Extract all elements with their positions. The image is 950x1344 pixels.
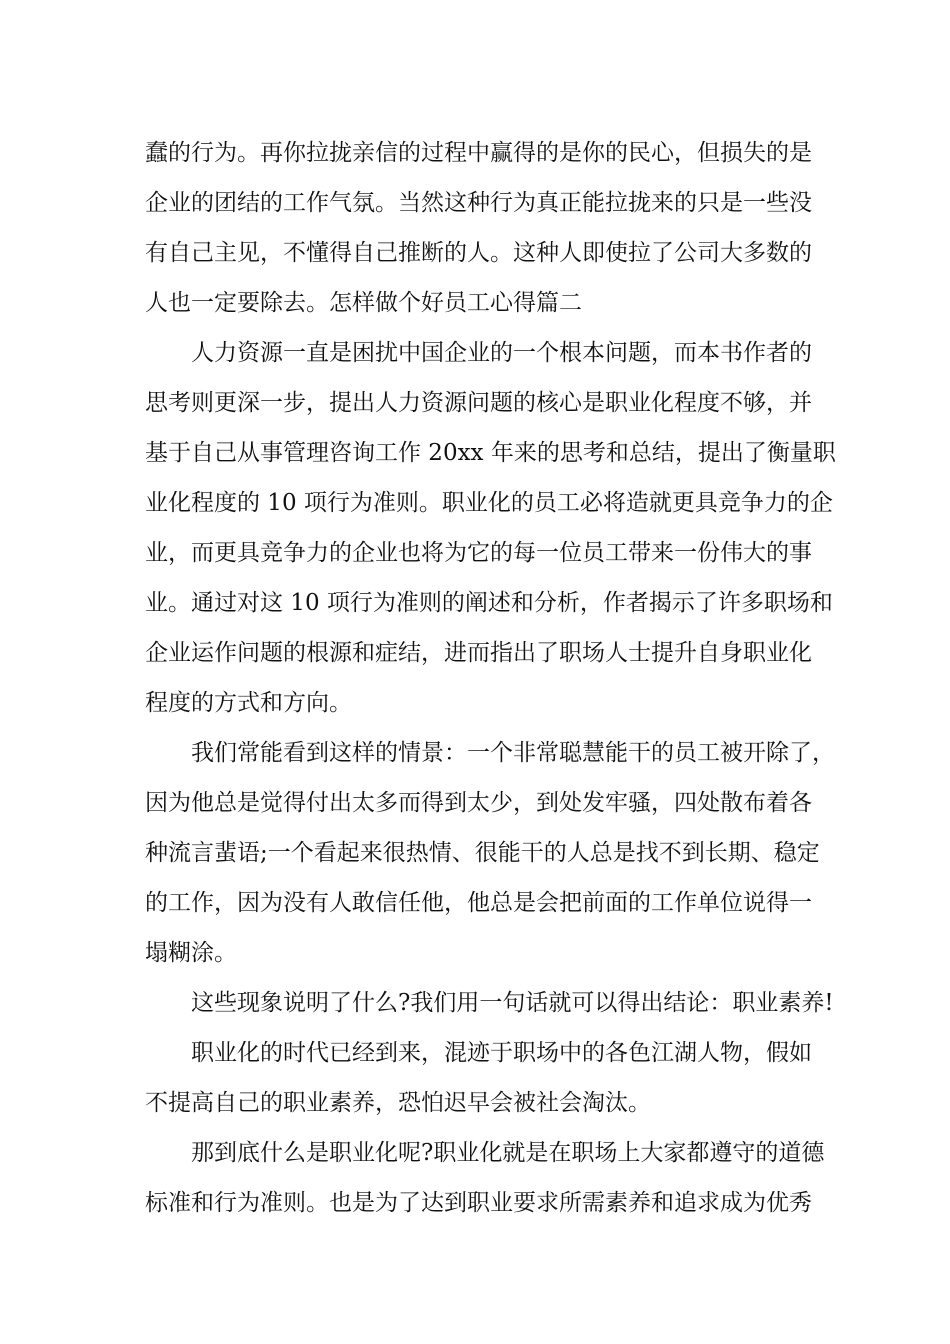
- text-line: 人力资源一直是困扰中国企业的一个根本问题，而本书作者的: [191, 340, 812, 366]
- text-line: 有自己主见，不懂得自己推断的人。这种人即使拉了公司大多数的: [145, 240, 812, 266]
- text-line: 程度的方式和方向。: [145, 690, 352, 716]
- text-line: 基于自己从事管理咨询工作 20xx 年来的思考和总结，提出了衡量职: [145, 440, 836, 466]
- text-line: 那到底什么是职业化呢?职业化就是在职场上大家都遵守的道德: [191, 1140, 825, 1166]
- text-line: 这些现象说明了什么?我们用一句话就可以得出结论：职业素养!: [191, 990, 834, 1016]
- text-line: 职业化的时代已经到来，混迹于职场中的各色江湖人物，假如: [191, 1040, 812, 1066]
- text-line: 业，而更具竞争力的企业也将为它的每一位员工带来一份伟大的事: [145, 540, 812, 566]
- text-line: 思考则更深一步，提出人力资源问题的核心是职业化程度不够，并: [145, 390, 812, 416]
- body-text: [145, 128, 836, 1228]
- text-line: 企业的团结的工作气氛。当然这种行为真正能拉拢来的只是一些没: [145, 190, 812, 216]
- text-line: 塌糊涂。: [145, 940, 237, 966]
- text-line: 种流言蜚语;一个看起来很热情、很能干的人总是找不到长期、稳定: [145, 840, 820, 866]
- text-line: 不提高自己的职业素养，恐怕迟早会被社会淘汰。: [145, 1090, 651, 1116]
- text-line: 人也一定要除去。怎样做个好员工心得篇二: [145, 290, 582, 316]
- text-line: 企业运作问题的根源和症结，进而指出了职场人士提升自身职业化: [145, 640, 812, 666]
- text-line: 因为他总是觉得付出太多而得到太少，到处发牢骚，四处散布着各: [145, 790, 812, 816]
- text-line: 我们常能看到这样的情景：一个非常聪慧能干的员工被开除了，: [191, 740, 835, 766]
- text-line: 蠢的行为。再你拉拢亲信的过程中赢得的是你的民心，但损失的是: [145, 140, 812, 166]
- text-line: 业化程度的 10 项行为准则。职业化的员工必将造就更具竞争力的企: [145, 490, 833, 516]
- text-line: 业。通过对这 10 项行为准则的阐述和分析，作者揭示了许多职场和: [145, 590, 833, 616]
- text-line: 标准和行为准则。也是为了达到职业要求所需素养和追求成为优秀: [145, 1190, 812, 1216]
- text-line: 的工作，因为没有人敢信任他，他总是会把前面的工作单位说得一: [145, 890, 812, 916]
